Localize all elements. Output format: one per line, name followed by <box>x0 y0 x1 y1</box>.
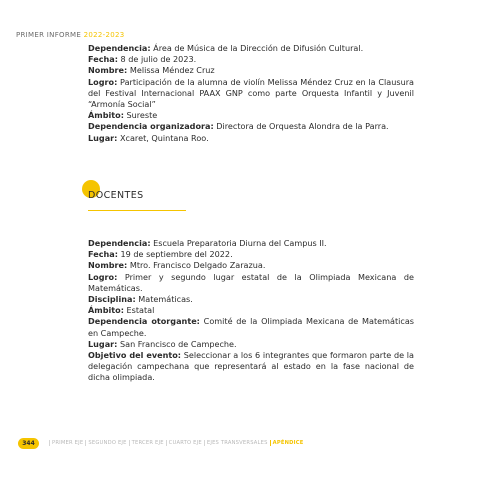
nav-item-primer-eje[interactable]: PRIMER EJE <box>49 440 85 446</box>
field-line <box>88 260 414 271</box>
field-value: San Francisco de Campeche. <box>117 338 237 349</box>
page-number-badge: 344 <box>18 438 39 449</box>
field-line <box>88 43 414 54</box>
field-value: 8 de julio de 2023. <box>117 54 197 65</box>
section-nav <box>49 440 306 446</box>
field-value: Comité de la Olimpiada Mexicana de Matemáticas en Campeche. <box>88 316 414 338</box>
field-key: Disciplina: <box>88 294 136 305</box>
field-key: Lugar: <box>88 338 118 349</box>
field-line <box>88 249 414 260</box>
achievement-entry-teacher <box>88 238 414 384</box>
field-line <box>88 294 414 305</box>
nav-item-segundo-eje[interactable]: SEGUNDO EJE <box>85 440 128 446</box>
nav-item-tercer-eje[interactable]: TERCER EJE <box>129 440 166 446</box>
field-key: Objetivo del evento: <box>88 350 182 361</box>
field-value: Área de Música de la Dirección de Difusión Cultural. <box>150 43 364 53</box>
field-key: Dependencia organizadora: <box>88 121 214 132</box>
field-line <box>88 133 414 144</box>
field-value: Escuela Preparatoria Diurna del Campus II. <box>150 238 327 248</box>
field-line <box>88 339 414 350</box>
field-value: Mtro. Francisco Delgado Zarazua. <box>127 260 266 271</box>
field-key: Logro: <box>88 76 118 87</box>
field-value: Seleccionar a los 6 integrantes que formaron parte de la delegación campechana que representará al estado en la fase nacional de dicha olimpiada. <box>88 350 414 383</box>
field-key: Lugar: <box>88 132 118 143</box>
field-key: Logro: <box>88 271 118 282</box>
field-key: Ámbito: <box>88 305 124 316</box>
nav-item-cuarto-eje[interactable]: CUARTO EJE <box>166 440 204 446</box>
achievement-entry-student <box>88 43 414 144</box>
section-title: DOCENTES <box>88 190 144 201</box>
field-line <box>88 77 414 111</box>
field-key: Dependencia otorgante: <box>88 316 200 327</box>
field-key: Fecha: <box>88 54 118 65</box>
field-line <box>88 316 414 338</box>
page-footer <box>18 437 306 449</box>
nav-item-apendice[interactable]: APÉNDICE <box>270 440 306 446</box>
header-years: 2022-2023 <box>83 31 125 39</box>
field-key: Dependencia: <box>88 238 151 248</box>
field-line <box>88 121 414 132</box>
field-key: Dependencia: <box>88 43 151 53</box>
field-value: Participación de la alumna de violín Melissa Méndez Cruz en la Clausura del Festival Internacional PAAX GNP como parte Orquesta Infantil y Juvenil “Armonía Social” <box>88 76 414 110</box>
field-line <box>88 238 414 249</box>
field-line <box>88 350 414 384</box>
field-value: Estatal <box>123 305 155 316</box>
field-value: Sureste <box>123 110 158 121</box>
field-value: Xcaret, Quintana Roo. <box>117 132 209 143</box>
nav-item-ejes-transversales[interactable]: EJES TRANSVERSALES <box>204 440 270 446</box>
field-value: Matemáticas. <box>135 294 193 305</box>
field-line <box>88 305 414 316</box>
field-value: Directora de Orquesta Alondra de la Parra. <box>213 121 389 132</box>
field-value: Melissa Méndez Cruz <box>127 65 215 76</box>
field-key: Ámbito: <box>88 110 124 121</box>
field-line <box>88 272 414 294</box>
field-line <box>88 54 414 65</box>
field-line <box>88 110 414 121</box>
field-value: 19 de septiembre del 2022. <box>117 249 233 260</box>
header-label: PRIMER INFORME <box>16 31 82 39</box>
report-header <box>16 31 124 39</box>
field-key: Nombre: <box>88 65 128 76</box>
field-value: Primer y segundo lugar estatal de la Olimpiada Mexicana de Matemáticas. <box>88 271 414 293</box>
field-key: Nombre: <box>88 260 128 271</box>
section-underline <box>88 210 186 211</box>
field-line <box>88 65 414 76</box>
field-key: Fecha: <box>88 249 118 260</box>
